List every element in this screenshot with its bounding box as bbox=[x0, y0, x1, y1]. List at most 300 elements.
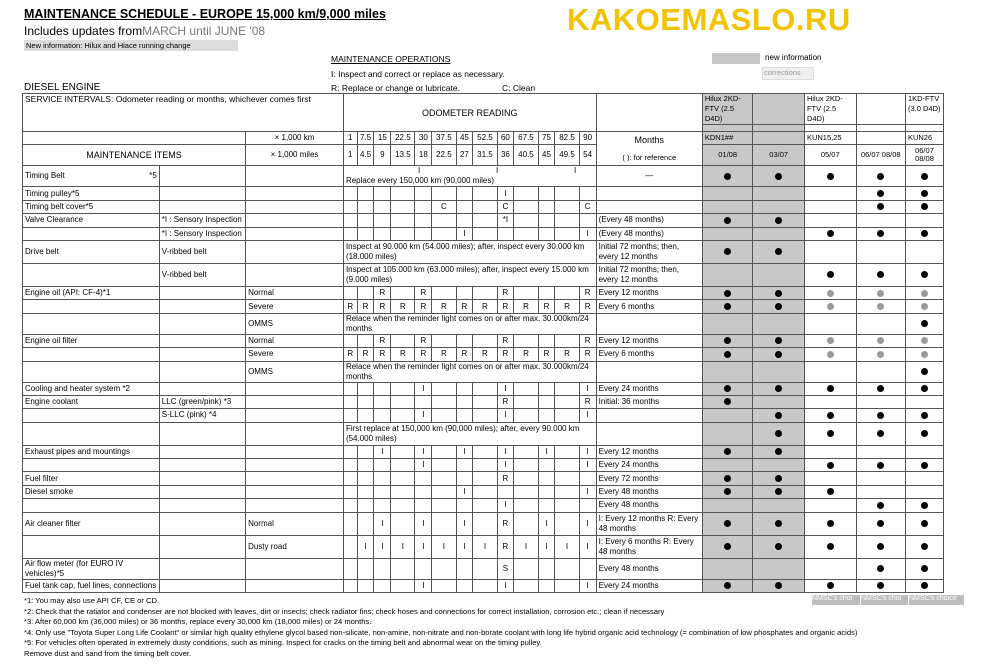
row-item bbox=[23, 422, 160, 445]
applicability-dot bbox=[724, 248, 731, 255]
table-row bbox=[23, 300, 944, 313]
applicability-dot bbox=[724, 520, 731, 527]
applicability-cell bbox=[856, 535, 905, 558]
vehicle-code-1 bbox=[753, 132, 805, 145]
row-subitem bbox=[159, 579, 245, 592]
applicability-dot bbox=[827, 543, 834, 550]
applicability-cell bbox=[804, 485, 856, 498]
applicability-cell bbox=[856, 409, 905, 422]
interval-cell bbox=[432, 227, 456, 240]
interval-cell bbox=[391, 382, 415, 395]
interval-cell bbox=[343, 286, 357, 299]
row-item: Exhaust pipes and mountings bbox=[23, 445, 160, 458]
row-condition bbox=[246, 240, 344, 263]
interval-cell bbox=[473, 286, 497, 299]
row-subitem bbox=[159, 361, 245, 382]
row-subitem bbox=[159, 485, 245, 498]
applicability-dot-gray bbox=[877, 351, 884, 358]
interval-cell bbox=[432, 187, 456, 200]
interval-cell: I bbox=[374, 445, 391, 458]
interval-span: Relace when the reminder light comes on or after max. 30.000km/24 months bbox=[343, 361, 596, 382]
interval-cell bbox=[343, 535, 357, 558]
applicability-dot bbox=[827, 430, 834, 437]
applicability-cell bbox=[856, 214, 905, 227]
applicability-dot bbox=[775, 303, 782, 310]
interval-cell bbox=[415, 214, 432, 227]
interval-cell: I bbox=[415, 409, 432, 422]
interval-cell bbox=[357, 334, 374, 347]
interval-cell bbox=[497, 227, 514, 240]
interval-cell: I bbox=[432, 535, 456, 558]
applicability-cell bbox=[702, 334, 753, 347]
interval-span: Relace when the reminder light comes on or after max. 30.000km/24 months bbox=[343, 313, 596, 334]
applicability-cell bbox=[905, 382, 943, 395]
row-months: Initial 72 months; then, every 12 months bbox=[596, 240, 702, 263]
interval-cell: I bbox=[357, 535, 374, 558]
row-months: Every 48 months bbox=[596, 558, 702, 579]
row-item: Timing belt cover*5 bbox=[23, 200, 160, 213]
table-row bbox=[23, 286, 944, 299]
km-value-6: 45 bbox=[456, 132, 473, 145]
applicability-cell bbox=[905, 558, 943, 579]
miles-value-9: 40.5 bbox=[514, 145, 538, 166]
applicability-dot bbox=[827, 230, 834, 237]
interval-cell: R bbox=[538, 348, 555, 361]
interval-cell bbox=[374, 485, 391, 498]
vehicle-code-2: KUN15,25 bbox=[804, 132, 856, 145]
applicability-dot bbox=[724, 475, 731, 482]
interval-cell bbox=[357, 579, 374, 592]
applicability-cell bbox=[856, 286, 905, 299]
applicability-dot bbox=[724, 448, 731, 455]
interval-cell bbox=[357, 409, 374, 422]
interval-cell: I bbox=[538, 535, 555, 558]
interval-span-text: Replace every 150,000 km (90,000 miles) bbox=[345, 176, 495, 186]
interval-cell: I bbox=[497, 382, 514, 395]
applicability-cell bbox=[753, 361, 805, 382]
table-row bbox=[23, 200, 944, 213]
applicability-cell bbox=[702, 535, 753, 558]
km-value-3: 22.5 bbox=[391, 132, 415, 145]
row-condition bbox=[246, 579, 344, 592]
interval-cell bbox=[473, 382, 497, 395]
interval-cell bbox=[343, 227, 357, 240]
miles-label: × 1,000 miles bbox=[246, 145, 344, 166]
interval-cell: I bbox=[415, 445, 432, 458]
interval-cell: I bbox=[497, 579, 514, 592]
interval-cell bbox=[473, 214, 497, 227]
interval-cell: I bbox=[497, 459, 514, 472]
row-item bbox=[23, 409, 160, 422]
applicability-dot bbox=[724, 290, 731, 297]
interval-cell bbox=[538, 558, 555, 579]
interval-cell bbox=[456, 558, 473, 579]
interval-cell bbox=[432, 579, 456, 592]
row-subitem bbox=[159, 166, 245, 187]
row-condition: Severe bbox=[246, 348, 344, 361]
interval-cell bbox=[374, 227, 391, 240]
interval-mark: I bbox=[573, 166, 577, 176]
interval-cell: R bbox=[456, 300, 473, 313]
interval-cell bbox=[579, 558, 596, 579]
miles-value-12: 54 bbox=[579, 145, 596, 166]
interval-cell bbox=[343, 214, 357, 227]
vehicle-date-2: 05/07 bbox=[804, 145, 856, 166]
row-months: (Every 48 months) bbox=[596, 214, 702, 227]
interval-cell: S bbox=[497, 558, 514, 579]
interval-cell: R bbox=[374, 334, 391, 347]
applicability-dot bbox=[877, 173, 884, 180]
legend-new-swatch bbox=[712, 53, 760, 64]
interval-cell bbox=[514, 395, 538, 408]
interval-cell bbox=[473, 558, 497, 579]
applicability-dot bbox=[775, 412, 782, 419]
vehicle-model-4: 1KD-FTV (3.0 D4D) bbox=[905, 94, 943, 125]
header-row-km bbox=[23, 132, 944, 145]
applicability-dot bbox=[724, 217, 731, 224]
header-row-miles bbox=[23, 145, 944, 166]
interval-cell: R bbox=[579, 348, 596, 361]
interval-cell: I bbox=[579, 227, 596, 240]
row-subitem bbox=[159, 382, 245, 395]
applicability-cell bbox=[804, 558, 856, 579]
row-item: Diesel smoke bbox=[23, 485, 160, 498]
interval-cell bbox=[514, 579, 538, 592]
applicability-cell bbox=[905, 300, 943, 313]
table-row bbox=[23, 227, 944, 240]
applicability-dot bbox=[921, 520, 928, 527]
interval-cell bbox=[456, 334, 473, 347]
applicability-cell bbox=[856, 579, 905, 592]
interval-cell bbox=[456, 214, 473, 227]
applicability-cell bbox=[905, 459, 943, 472]
interval-cell bbox=[391, 214, 415, 227]
applicability-cell bbox=[753, 240, 805, 263]
interval-span: Inspect at 90.000 km (54.000 miles); after, inspect every 30.000 km (18.000 miles) bbox=[343, 240, 596, 263]
applicability-cell bbox=[856, 313, 905, 334]
interval-cell: R bbox=[514, 348, 538, 361]
applicability-cell bbox=[753, 499, 805, 512]
applicability-cell bbox=[856, 499, 905, 512]
row-item: Timing pulley*5 bbox=[23, 187, 160, 200]
row-item bbox=[23, 348, 160, 361]
applicability-cell bbox=[702, 395, 753, 408]
interval-cell bbox=[579, 214, 596, 227]
applicability-dot-gray bbox=[827, 351, 834, 358]
applicability-cell bbox=[702, 313, 753, 334]
applicability-cell bbox=[753, 409, 805, 422]
applicability-cell bbox=[856, 200, 905, 213]
vehicle-model-3 bbox=[856, 94, 905, 125]
interval-cell bbox=[555, 485, 579, 498]
applicability-dot bbox=[877, 190, 884, 197]
km-value-4: 30 bbox=[415, 132, 432, 145]
row-item bbox=[23, 300, 160, 313]
row-condition bbox=[246, 558, 344, 579]
interval-mark: I bbox=[495, 166, 499, 176]
row-subitem bbox=[159, 422, 245, 445]
operations-replace: R: Replace or change or lubricate. bbox=[331, 83, 460, 93]
km-spacer bbox=[23, 132, 246, 145]
applicability-cell bbox=[804, 382, 856, 395]
interval-cell bbox=[415, 200, 432, 213]
row-item: Drive belt bbox=[23, 240, 160, 263]
applicability-dot bbox=[724, 303, 731, 310]
interval-cell bbox=[343, 334, 357, 347]
applicability-cell bbox=[804, 240, 856, 263]
applicability-cell bbox=[856, 485, 905, 498]
applicability-dot bbox=[827, 520, 834, 527]
applicability-cell bbox=[702, 382, 753, 395]
row-months: Every 24 months bbox=[596, 382, 702, 395]
vehicle-model-2: Hilux 2KD-FTV (2.5 D4D) bbox=[804, 94, 856, 125]
interval-cell bbox=[555, 286, 579, 299]
applicability-cell bbox=[804, 472, 856, 485]
miles-value-5: 22.5 bbox=[432, 145, 456, 166]
interval-cell bbox=[432, 214, 456, 227]
interval-cell: I bbox=[473, 535, 497, 558]
interval-cell: I bbox=[456, 227, 473, 240]
row-item: Engine coolant bbox=[23, 395, 160, 408]
interval-cell: R bbox=[357, 348, 374, 361]
interval-cell bbox=[391, 200, 415, 213]
applicability-dot bbox=[724, 385, 731, 392]
row-subitem bbox=[159, 535, 245, 558]
interval-cell bbox=[432, 286, 456, 299]
applicability-cell bbox=[753, 263, 805, 286]
applicability-cell bbox=[856, 382, 905, 395]
operations-inspect: I: Inspect and correct or replace as necessary. bbox=[331, 69, 505, 79]
row-item: Fuel filter bbox=[23, 472, 160, 485]
applicability-dot bbox=[877, 520, 884, 527]
interval-cell: R bbox=[343, 300, 357, 313]
interval-cell bbox=[374, 499, 391, 512]
interval-cell: I bbox=[579, 579, 596, 592]
interval-cell bbox=[374, 459, 391, 472]
vehicle-date-1: 03/07 bbox=[753, 145, 805, 166]
applicability-cell bbox=[702, 459, 753, 472]
applicability-cell bbox=[702, 200, 753, 213]
row-condition bbox=[246, 166, 344, 187]
applicability-dot bbox=[724, 398, 731, 405]
interval-cell bbox=[497, 485, 514, 498]
interval-cell bbox=[343, 512, 357, 535]
applicability-cell bbox=[753, 313, 805, 334]
row-months: Every 6 months bbox=[596, 348, 702, 361]
interval-cell bbox=[473, 200, 497, 213]
applicability-cell bbox=[804, 334, 856, 347]
miles-value-10: 45 bbox=[538, 145, 555, 166]
interval-cell bbox=[357, 499, 374, 512]
applicability-dot bbox=[877, 462, 884, 469]
row-months: I: Every 6 months R: Every 48 months bbox=[596, 535, 702, 558]
applicability-cell bbox=[905, 485, 943, 498]
interval-span: Inspect at 105.000 km (63.000 miles); after, inspect every 15.000 km (9.000 miles) bbox=[343, 263, 596, 286]
applicability-cell bbox=[856, 334, 905, 347]
header-row-intervals bbox=[23, 94, 944, 125]
interval-cell bbox=[374, 395, 391, 408]
applicability-cell bbox=[905, 361, 943, 382]
applicability-cell bbox=[702, 558, 753, 579]
interval-cell bbox=[415, 472, 432, 485]
table-row bbox=[23, 187, 944, 200]
interval-cell bbox=[538, 382, 555, 395]
row-condition: Severe bbox=[246, 300, 344, 313]
interval-cell bbox=[514, 558, 538, 579]
interval-cell bbox=[432, 334, 456, 347]
odometer-reading-header: ODOMETER READING bbox=[343, 94, 596, 132]
row-condition bbox=[246, 472, 344, 485]
interval-cell bbox=[456, 382, 473, 395]
applicability-cell bbox=[702, 485, 753, 498]
interval-cell bbox=[357, 382, 374, 395]
interval-cell: R bbox=[374, 286, 391, 299]
applicability-cell bbox=[856, 395, 905, 408]
interval-cell: I bbox=[456, 485, 473, 498]
km-value-0: 1 bbox=[343, 132, 357, 145]
applicability-dot bbox=[724, 582, 731, 589]
applicability-dot bbox=[827, 271, 834, 278]
row-months: (Every 48 months) bbox=[596, 227, 702, 240]
row-subitem bbox=[159, 558, 245, 579]
applicability-cell bbox=[702, 361, 753, 382]
interval-cell: R bbox=[579, 395, 596, 408]
interval-cell bbox=[374, 558, 391, 579]
applicability-dot bbox=[877, 565, 884, 572]
row-months: Every 12 months bbox=[596, 334, 702, 347]
interval-cell: R bbox=[473, 348, 497, 361]
applicability-cell bbox=[804, 445, 856, 458]
footnote-line: *3: After 60,000 km (36,000 miles) or 36 months, replace every 30,000 km (18,000 miles) or 24 months. bbox=[24, 617, 372, 626]
row-condition: Normal bbox=[246, 512, 344, 535]
interval-cell: I bbox=[456, 512, 473, 535]
interval-cell bbox=[374, 200, 391, 213]
row-condition bbox=[246, 263, 344, 286]
row-subitem bbox=[159, 187, 245, 200]
vehicle-code-3 bbox=[856, 132, 905, 145]
interval-cell bbox=[514, 409, 538, 422]
interval-cell: C bbox=[432, 200, 456, 213]
vehicle-engine-spacer-3 bbox=[856, 125, 905, 132]
vehicle-date-0: 01/08 bbox=[702, 145, 753, 166]
applicability-cell bbox=[753, 472, 805, 485]
row-item: Air cleaner filter bbox=[23, 512, 160, 535]
applicability-dot bbox=[921, 368, 928, 375]
applicability-dot bbox=[775, 582, 782, 589]
legend-corrections-label: corrections bbox=[764, 68, 801, 77]
applicability-cell bbox=[804, 313, 856, 334]
row-item: Fuel tank cap, fuel lines, connections bbox=[23, 579, 160, 592]
applicability-dot bbox=[775, 520, 782, 527]
interval-cell: I bbox=[579, 409, 596, 422]
interval-cell: R bbox=[391, 348, 415, 361]
applicability-cell bbox=[753, 348, 805, 361]
applicability-cell bbox=[753, 227, 805, 240]
row-condition: Normal bbox=[246, 286, 344, 299]
applicability-cell bbox=[905, 535, 943, 558]
legend-new-label: new information bbox=[765, 53, 822, 62]
interval-cell: I bbox=[579, 512, 596, 535]
interval-cell bbox=[357, 485, 374, 498]
interval-cell bbox=[456, 187, 473, 200]
interval-cell bbox=[343, 382, 357, 395]
interval-cell: C bbox=[579, 200, 596, 213]
applicability-dot-gray bbox=[827, 303, 834, 310]
applicability-cell bbox=[753, 579, 805, 592]
km-value-8: 60 bbox=[497, 132, 514, 145]
interval-cell bbox=[343, 187, 357, 200]
applicability-cell bbox=[856, 459, 905, 472]
interval-cell: I bbox=[456, 535, 473, 558]
applicability-dot-gray bbox=[877, 337, 884, 344]
applicability-cell bbox=[856, 166, 905, 187]
row-condition: Dusty road bbox=[246, 535, 344, 558]
interval-cell bbox=[514, 512, 538, 535]
km-value-10: 75 bbox=[538, 132, 555, 145]
applicability-cell bbox=[753, 512, 805, 535]
applicability-cell bbox=[905, 445, 943, 458]
interval-cell bbox=[432, 472, 456, 485]
applicability-dot bbox=[775, 488, 782, 495]
applicability-cell bbox=[905, 240, 943, 263]
row-subitem bbox=[159, 300, 245, 313]
applicability-cell bbox=[804, 348, 856, 361]
applicability-cell bbox=[753, 422, 805, 445]
applicability-cell bbox=[804, 187, 856, 200]
applicability-cell bbox=[702, 286, 753, 299]
row-subitem: *I : Sensory Inspection bbox=[159, 227, 245, 240]
table-row bbox=[23, 535, 944, 558]
interval-cell: R bbox=[497, 286, 514, 299]
row-condition bbox=[246, 200, 344, 213]
applicability-dot bbox=[921, 412, 928, 419]
interval-cell: R bbox=[473, 300, 497, 313]
interval-cell bbox=[391, 579, 415, 592]
applicability-dot bbox=[877, 271, 884, 278]
applicability-cell bbox=[753, 459, 805, 472]
interval-cell: R bbox=[497, 348, 514, 361]
applicability-cell bbox=[905, 499, 943, 512]
interval-cell bbox=[343, 445, 357, 458]
miles-value-8: 36 bbox=[497, 145, 514, 166]
applicability-dot-gray bbox=[827, 290, 834, 297]
applicability-cell bbox=[702, 445, 753, 458]
interval-cell: I bbox=[415, 512, 432, 535]
applicability-cell bbox=[753, 214, 805, 227]
interval-cell bbox=[391, 395, 415, 408]
vehicle-engine-spacer-4 bbox=[905, 125, 943, 132]
miles-value-11: 49.5 bbox=[555, 145, 579, 166]
interval-cell bbox=[374, 187, 391, 200]
row-subitem: LLC (green/pink) *3 bbox=[159, 395, 245, 408]
applicability-cell bbox=[856, 348, 905, 361]
applicability-dot bbox=[775, 173, 782, 180]
row-condition bbox=[246, 214, 344, 227]
interval-cell bbox=[538, 200, 555, 213]
applicability-dot bbox=[921, 462, 928, 469]
interval-cell bbox=[473, 187, 497, 200]
interval-cell bbox=[514, 286, 538, 299]
row-condition bbox=[246, 459, 344, 472]
interval-cell: I bbox=[415, 535, 432, 558]
row-months bbox=[596, 422, 702, 445]
brand-watermark: KAKOEMASLO.RU bbox=[567, 2, 851, 37]
table-row bbox=[23, 361, 944, 382]
interval-cell bbox=[555, 579, 579, 592]
updates-line bbox=[24, 24, 265, 38]
applicability-dot bbox=[877, 203, 884, 210]
interval-cell bbox=[514, 472, 538, 485]
